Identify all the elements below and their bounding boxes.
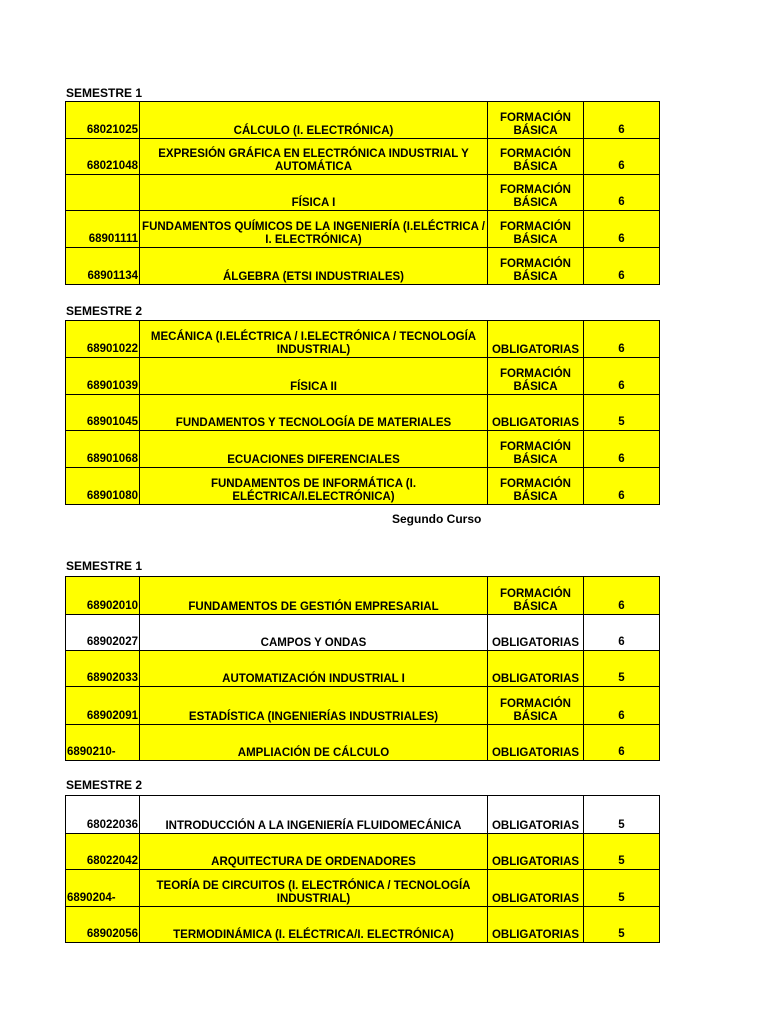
course-code: 68902033: [66, 651, 140, 687]
course-credits: 6: [584, 211, 660, 248]
course-type: OBLIGATORIAS: [488, 834, 584, 870]
course-credits: 6: [584, 139, 660, 175]
course-name: ÁLGEBRA (ETSI INDUSTRIALES): [140, 248, 488, 285]
table-row: [66, 175, 660, 211]
course-code: 68901080: [66, 468, 140, 505]
course-type: OBLIGATORIAS: [488, 796, 584, 834]
course-type: OBLIGATORIAS: [488, 907, 584, 943]
course-type: FORMACIÓN BÁSICA: [488, 102, 584, 139]
course-code: 6890204-: [66, 870, 140, 907]
table-row: [66, 139, 660, 175]
course-credits: 5: [584, 834, 660, 870]
course-name: ESTADÍSTICA (INGENIERÍAS INDUSTRIALES): [140, 687, 488, 725]
course-name: FUNDAMENTOS QUÍMICOS DE LA INGENIERÍA (I.ELÉCTRICA / I. ELECTRÓNICA): [140, 211, 488, 248]
course-credits: 6: [584, 431, 660, 468]
course-type: FORMACIÓN BÁSICA: [488, 431, 584, 468]
course-code: 68901068: [66, 431, 140, 468]
course-credits: 5: [584, 651, 660, 687]
course-credits: 6: [584, 102, 660, 139]
course-code: 68902091: [66, 687, 140, 725]
course-type: FORMACIÓN BÁSICA: [488, 139, 584, 175]
course-credits: 6: [584, 468, 660, 505]
course-name: CAMPOS Y ONDAS: [140, 615, 488, 651]
course-type: OBLIGATORIAS: [488, 395, 584, 431]
course-credits: 5: [584, 907, 660, 943]
course-name: ARQUITECTURA DE ORDENADORES: [140, 834, 488, 870]
course-type: FORMACIÓN BÁSICA: [488, 358, 584, 395]
course-name: FUNDAMENTOS DE GESTIÓN EMPRESARIAL: [140, 577, 488, 615]
course-code: 68901045: [66, 395, 140, 431]
course-type: OBLIGATORIAS: [488, 725, 584, 761]
year-heading: Segundo Curso: [392, 512, 482, 526]
course-type: FORMACIÓN BÁSICA: [488, 248, 584, 285]
course-credits: 6: [584, 321, 660, 358]
table-row: [66, 468, 660, 505]
table-row: [66, 321, 660, 358]
table-row: [66, 834, 660, 870]
course-name: INTRODUCCIÓN A LA INGENIERÍA FLUIDOMECÁNICA: [140, 796, 488, 834]
course-table: [65, 320, 660, 505]
course-credits: 5: [584, 796, 660, 834]
semester-label: SEMESTRE 2: [66, 304, 143, 318]
course-name: AUTOMATIZACIÓN INDUSTRIAL I: [140, 651, 488, 687]
course-name: TEORÍA DE CIRCUITOS (I. ELECTRÓNICA / TECNOLOGÍA INDUSTRIAL): [140, 870, 488, 907]
course-name: CÁLCULO (I. ELECTRÓNICA): [140, 102, 488, 139]
course-code: 68901134: [66, 248, 140, 285]
course-credits: 6: [584, 358, 660, 395]
course-type: OBLIGATORIAS: [488, 651, 584, 687]
course-credits: 6: [584, 615, 660, 651]
table-row: [66, 796, 660, 834]
semester-label: SEMESTRE 1: [66, 86, 143, 100]
course-table: [65, 795, 660, 943]
course-credits: 5: [584, 395, 660, 431]
course-code: 68902010: [66, 577, 140, 615]
course-name: FÍSICA I: [140, 175, 488, 211]
course-name: FUNDAMENTOS DE INFORMÁTICA (I. ELÉCTRICA/I.ELECTRÓNICA): [140, 468, 488, 505]
course-name: TERMODINÁMICA (I. ELÉCTRICA/I. ELECTRÓNICA): [140, 907, 488, 943]
course-code: 68022036: [66, 796, 140, 834]
course-code: [66, 175, 140, 211]
table-row: [66, 615, 660, 651]
course-credits: 5: [584, 870, 660, 907]
table-row: [66, 870, 660, 907]
table-row: [66, 395, 660, 431]
course-name: FUNDAMENTOS Y TECNOLOGÍA DE MATERIALES: [140, 395, 488, 431]
course-name: FÍSICA II: [140, 358, 488, 395]
semester-label: SEMESTRE 1: [66, 559, 143, 573]
table-row: [66, 651, 660, 687]
table-row: [66, 431, 660, 468]
course-type: OBLIGATORIAS: [488, 870, 584, 907]
course-type: OBLIGATORIAS: [488, 615, 584, 651]
course-table: [65, 101, 660, 285]
course-name: ECUACIONES DIFERENCIALES: [140, 431, 488, 468]
course-name: EXPRESIÓN GRÁFICA EN ELECTRÓNICA INDUSTRIAL Y AUTOMÁTICA: [140, 139, 488, 175]
course-name: MECÁNICA (I.ELÉCTRICA / I.ELECTRÓNICA / TECNOLOGÍA INDUSTRIAL): [140, 321, 488, 358]
course-table: [65, 576, 660, 761]
table-row: [66, 211, 660, 248]
course-type: FORMACIÓN BÁSICA: [488, 687, 584, 725]
course-type: FORMACIÓN BÁSICA: [488, 175, 584, 211]
course-credits: 6: [584, 577, 660, 615]
course-credits: 6: [584, 687, 660, 725]
table-row: [66, 358, 660, 395]
course-code: 6890210-: [66, 725, 140, 761]
course-type: FORMACIÓN BÁSICA: [488, 211, 584, 248]
course-credits: 6: [584, 175, 660, 211]
course-credits: 6: [584, 725, 660, 761]
course-code: 68901022: [66, 321, 140, 358]
course-code: 68902027: [66, 615, 140, 651]
table-row: [66, 725, 660, 761]
course-code: 68022042: [66, 834, 140, 870]
course-type: FORMACIÓN BÁSICA: [488, 468, 584, 505]
course-code: 68901111: [66, 211, 140, 248]
course-code: 68902056: [66, 907, 140, 943]
semester-label: SEMESTRE 2: [66, 778, 143, 792]
course-name: AMPLIACIÓN DE CÁLCULO: [140, 725, 488, 761]
table-row: [66, 907, 660, 943]
course-code: 68901039: [66, 358, 140, 395]
course-code: 68021025: [66, 102, 140, 139]
table-row: [66, 687, 660, 725]
course-type: FORMACIÓN BÁSICA: [488, 577, 584, 615]
table-row: [66, 102, 660, 139]
course-code: 68021048: [66, 139, 140, 175]
table-row: [66, 248, 660, 285]
table-row: [66, 577, 660, 615]
course-type: OBLIGATORIAS: [488, 321, 584, 358]
course-credits: 6: [584, 248, 660, 285]
